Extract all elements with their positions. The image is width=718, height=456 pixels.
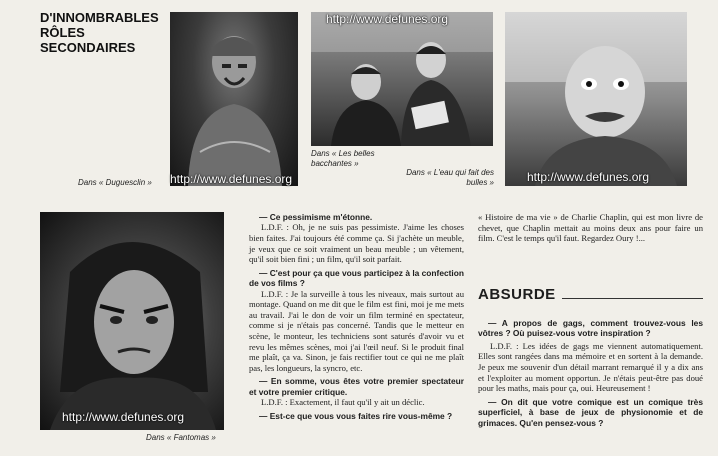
face-grimace-icon <box>505 12 687 186</box>
question: — Est-ce que vous vous faites rire vous-même ? <box>259 410 453 421</box>
answer: L.D.F. : Je la surveille à tous les niveaux, mais surtout au montage. Quand on me dit que le film est fini, moi je me mets au travail. J'ai le don de voir un film terminé en spectateur, comme si je n'étais pas concerné. Tandis que le metteur en scène, le monteur, les techniciens sont saturés d'avoir vu et revu les mêmes scènes, moi j'ai l'œil neuf. Si le produit final me plaît, ça va. Sinon, je fais rectifier tout ce qui ne me plaît pas, les longueurs, la syncro, etc. <box>249 288 464 373</box>
photo-duguesclin <box>170 12 298 186</box>
knight-figure-icon <box>170 12 298 186</box>
caption-fantomas: Dans « Fantomas » <box>146 433 216 442</box>
answer: L.D.F. : Exactement, il faut qu'il y ait un déclic. <box>261 397 425 408</box>
section-title: D'INNOMBRABLES RÔLES SECONDAIRES <box>40 10 159 55</box>
paragraph: « Histoire de ma vie » de Charlie Chaplin, qui est mon livre de chevet, que Chaplin mettait au moins deux ans pour faire un film. C'est le temps qu'il faut. Regardez Oury !... <box>478 212 703 244</box>
interview-column-2 <box>478 212 703 244</box>
face-fantomas-icon <box>40 212 224 430</box>
caption-eau-bulles: Dans « L'eau qui fait des bulles » <box>406 168 494 187</box>
question: — En somme, vous êtes votre premier spectateur et votre premier critique. <box>249 376 464 397</box>
photo-fantomas <box>40 212 224 430</box>
question: — Ce pessimisme m'étonne. <box>259 212 373 222</box>
answer: L.D.F. : Oh, je ne suis pas pessimiste. J'aime les choses bien faites. J'ai toujours été comme ça. Si j'achète un meuble, je veux que ce soit vraiment un beau meuble ; un vêtement, qu'il soit bien fini ; un film, qu'il soit parfait. <box>249 222 464 265</box>
question: — C'est pour ça que vous participez à la confection de vos films ? <box>249 267 464 289</box>
interview-column-2-lower <box>478 318 703 428</box>
question: — On dit que votre comique est un comique très superficiel, à base de jeux de physionomie et de grimaces. Qu'en pensez-vous ? <box>478 396 703 428</box>
photo-bacchantes <box>311 12 493 146</box>
caption-duguesclin: Dans « Duguesclin » <box>78 178 152 187</box>
watermark-text: http://www.defunes.org <box>62 410 185 424</box>
heading-rule <box>562 298 703 299</box>
subheading-absurde: ABSURDE <box>478 286 556 303</box>
two-men-icon <box>311 12 493 146</box>
photo-grimace <box>505 12 687 186</box>
watermark-text: http://www.defunes.org <box>170 172 293 186</box>
answer: L.D.F. : Les idées de gags me viennent automatiquement. Elles sont rangées dans ma mémoire et en sortent à la demande. Je peux me souvenir d'un détail marrant remarqué il y a dix ans et l'exploiter au moment opportun. Je n'étais peut-être pas doué pour les maths, mais pour ça, oui. Heureusement ! <box>478 340 703 394</box>
watermark-text: http://www.defunes.org <box>527 170 650 184</box>
question: — A propos de gags, comment trouvez-vous les vôtres ? Où puisez-vous votre inspiration ? <box>478 318 703 339</box>
caption-bacchantes: Dans « Les belles bacchantes » <box>311 149 375 168</box>
interview-column-1 <box>249 212 464 421</box>
watermark-text: http://www.defunes.org <box>326 12 449 26</box>
absurde-heading-row <box>478 286 703 303</box>
